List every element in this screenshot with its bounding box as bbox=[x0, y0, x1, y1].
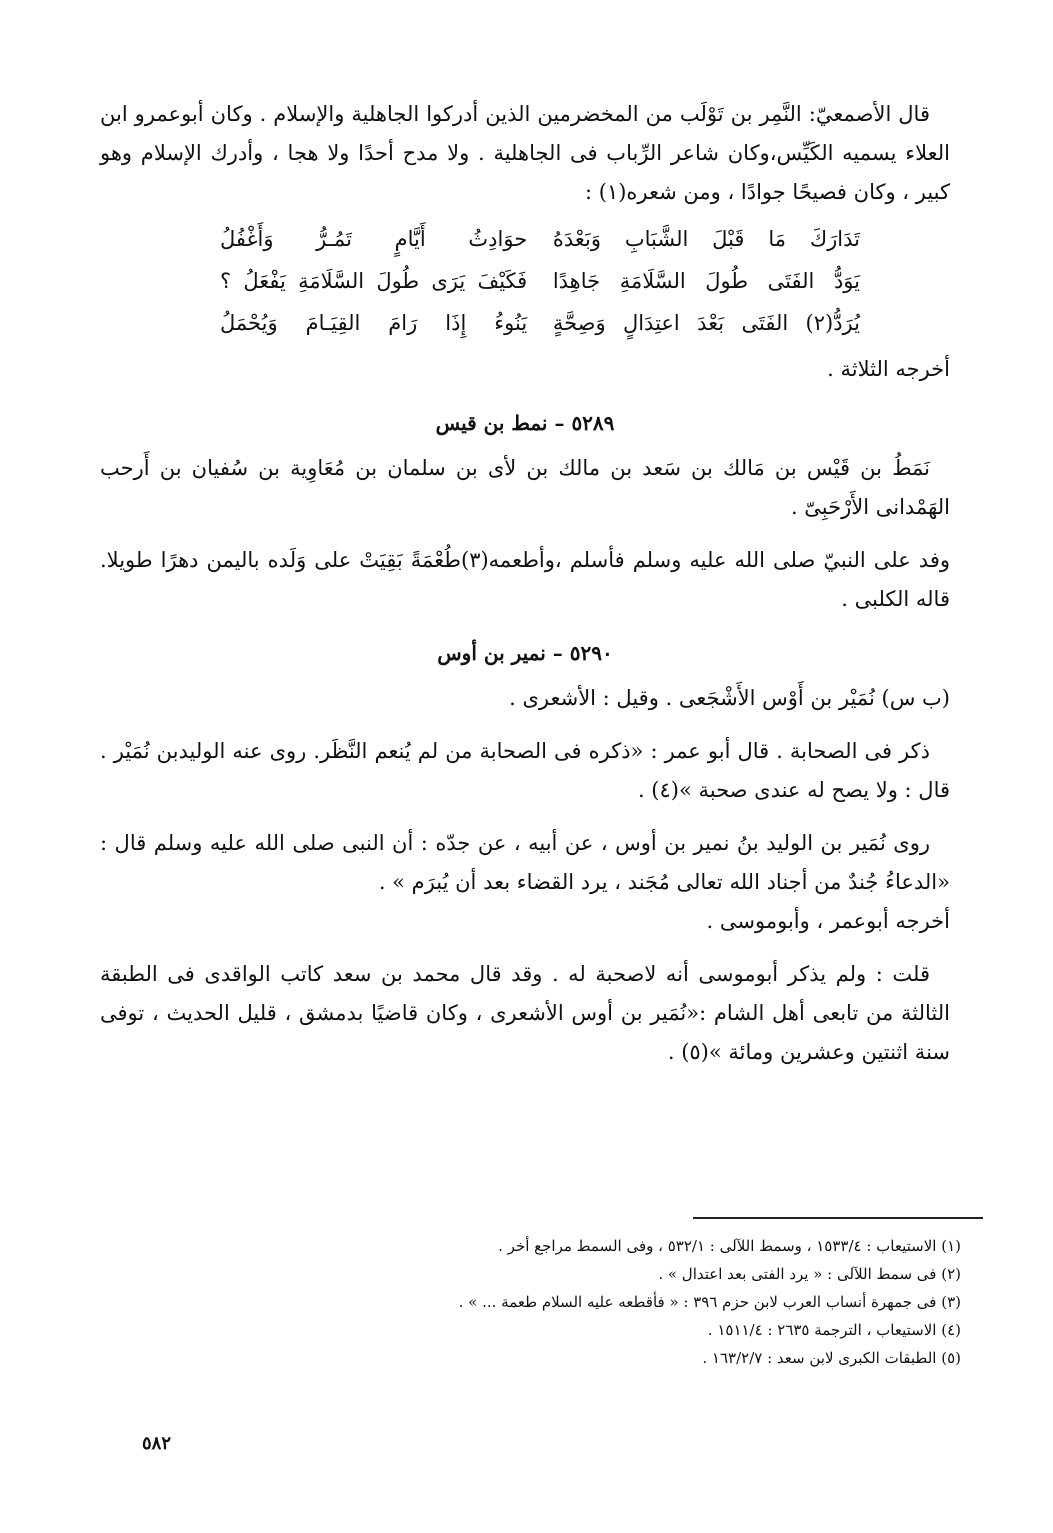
entry-paragraph: روى نُمَير بن الوليد بنُ نمير بن أوس ، عن أبيه ، عن جدّه : أن النبى صلى الله عليه وسلم قال : «الدعاءُ جُندٌ من أجناد الله تعالى مُجَند ، يرد القضاء بعد أن يُبرَم » . bbox=[100, 831, 950, 894]
page-body bbox=[100, 95, 950, 1072]
entry-paragraph: (ب س) نُمَيْر بن أَوْس الأَشْجَعى . وقيل : الأشعرى . bbox=[509, 686, 950, 710]
entry-paragraph: وفد على النبيّ صلى الله عليه وسلم فأسلم ،وأطعمه(٣)طُعْمَةً بَقِيَتْ على وَلَده باليمن دهرًا طويلا. قاله الكلبى . bbox=[100, 548, 950, 611]
poem-verse bbox=[220, 218, 860, 260]
footnote: (٢) فى سمط اللآلى : « يرد الفتى بعد اعتدال » . bbox=[658, 1265, 961, 1283]
footnote-divider bbox=[693, 1217, 983, 1219]
verse-second-hemistich: حوَادِثُ أَيَّامٍ تَمُـرُّ وَأَغْفُلُ bbox=[220, 227, 528, 251]
entry-paragraph: نَمَطُ بن قَيْس بن مَالك بن سَعد بن مالك بن لأى بن سلمان بن مُعَاوِية بن سُفيان بن أَرحب الهَمْدانى الأَرْحَبِىّ . bbox=[100, 456, 950, 519]
verse-first-hemistich: تَدَارَكَ مَا قَبْلَ الشَّبَابِ وَبَعْدَهُ bbox=[552, 227, 860, 251]
poem-verse bbox=[220, 302, 860, 344]
verse-second-hemistich: فَكَيْفَ يَرَى طُولَ السَّلَامَةِ يَفْعَلُ ؟ bbox=[220, 269, 528, 293]
intro-paragraph: قال الأصمعيّ: النَّمِر بن تَوْلَب من المخضرمين الذين أدركوا الجاهلية والإسلام . وكان أبوعمرو ابن العلاء يسميه الكَيِّس،وكان شاعر الرِّباب فى الجاهلية . ولا مدح أحدًا ولا هجا ، وأدرك الإسلام وهو كبير ، وكان فصيحًا جوادًا ، ومن شعره(١) : bbox=[100, 102, 950, 204]
entry-paragraph: قلت : ولم يذكر أبوموسى أنه لاصحبة له . وقد قال محمد بن سعد كاتب الواقدى فى الطبقة الثالثة من تابعى أهل الشام :«نُمَير بن أوس الأشعرى ، وكان قاضيًا بدمشق ، قليل الحديث ، توفى سنة اثنتين وعشرين ومائة »(٥) . bbox=[100, 962, 950, 1064]
entry-heading: ٥٢٨٩ – نمط بن قيس bbox=[435, 411, 615, 435]
footnote: (٤) الاستيعاب ، الترجمة ٢٦٣٥ : ١٥١١/٤ . bbox=[707, 1321, 961, 1339]
poem bbox=[220, 218, 860, 344]
verse-first-hemistich: يُرَدُّ(٢) الفَتَى بَعْدَ اعتِدَالٍ وَصِحَّةٍ bbox=[552, 311, 860, 335]
entry-heading: ٥٢٩٠ – نمير بن أوس bbox=[437, 641, 613, 665]
footnote: (٥) الطبقات الكبرى لابن سعد : ١٦٣/٢/٧ . bbox=[702, 1349, 961, 1367]
entry-paragraph: أخرجه أبوعمر ، وأبوموسى . bbox=[706, 909, 950, 933]
footnote: (٣) فى جمهرة أنساب العرب لابن حزم ٣٩٦ : « فأقطعه عليه السلام طعمة ... » . bbox=[458, 1293, 961, 1311]
footnotes bbox=[281, 1232, 961, 1372]
page-number: ٥٨٢ bbox=[142, 1433, 172, 1454]
poem-source-note: أخرجه الثلاثة . bbox=[827, 357, 950, 381]
verse-first-hemistich: يَوَدُّ الفَتَى طُولَ السَّلَامَةِ جَاهِدًا bbox=[552, 269, 860, 293]
verse-second-hemistich: يَنُوءُ إِذَا رَامَ القِيَـامَ وَيُحْمَلُ bbox=[220, 311, 528, 335]
entry-paragraph: ذكر فى الصحابة . قال أبو عمر : «ذكره فى الصحابة من لم يُنعم النَّظَر. روى عنه الوليدبن نُمَيْر . قال : ولا يصح له عندى صحبة »(٤) . bbox=[100, 739, 950, 802]
footnote: (١) الاستيعاب : ١٥٣٣/٤ ، وسمط اللآلى : ٥٣٢/١ ، وفى السمط مراجع أخر . bbox=[498, 1237, 961, 1255]
poem-verse bbox=[220, 260, 860, 302]
